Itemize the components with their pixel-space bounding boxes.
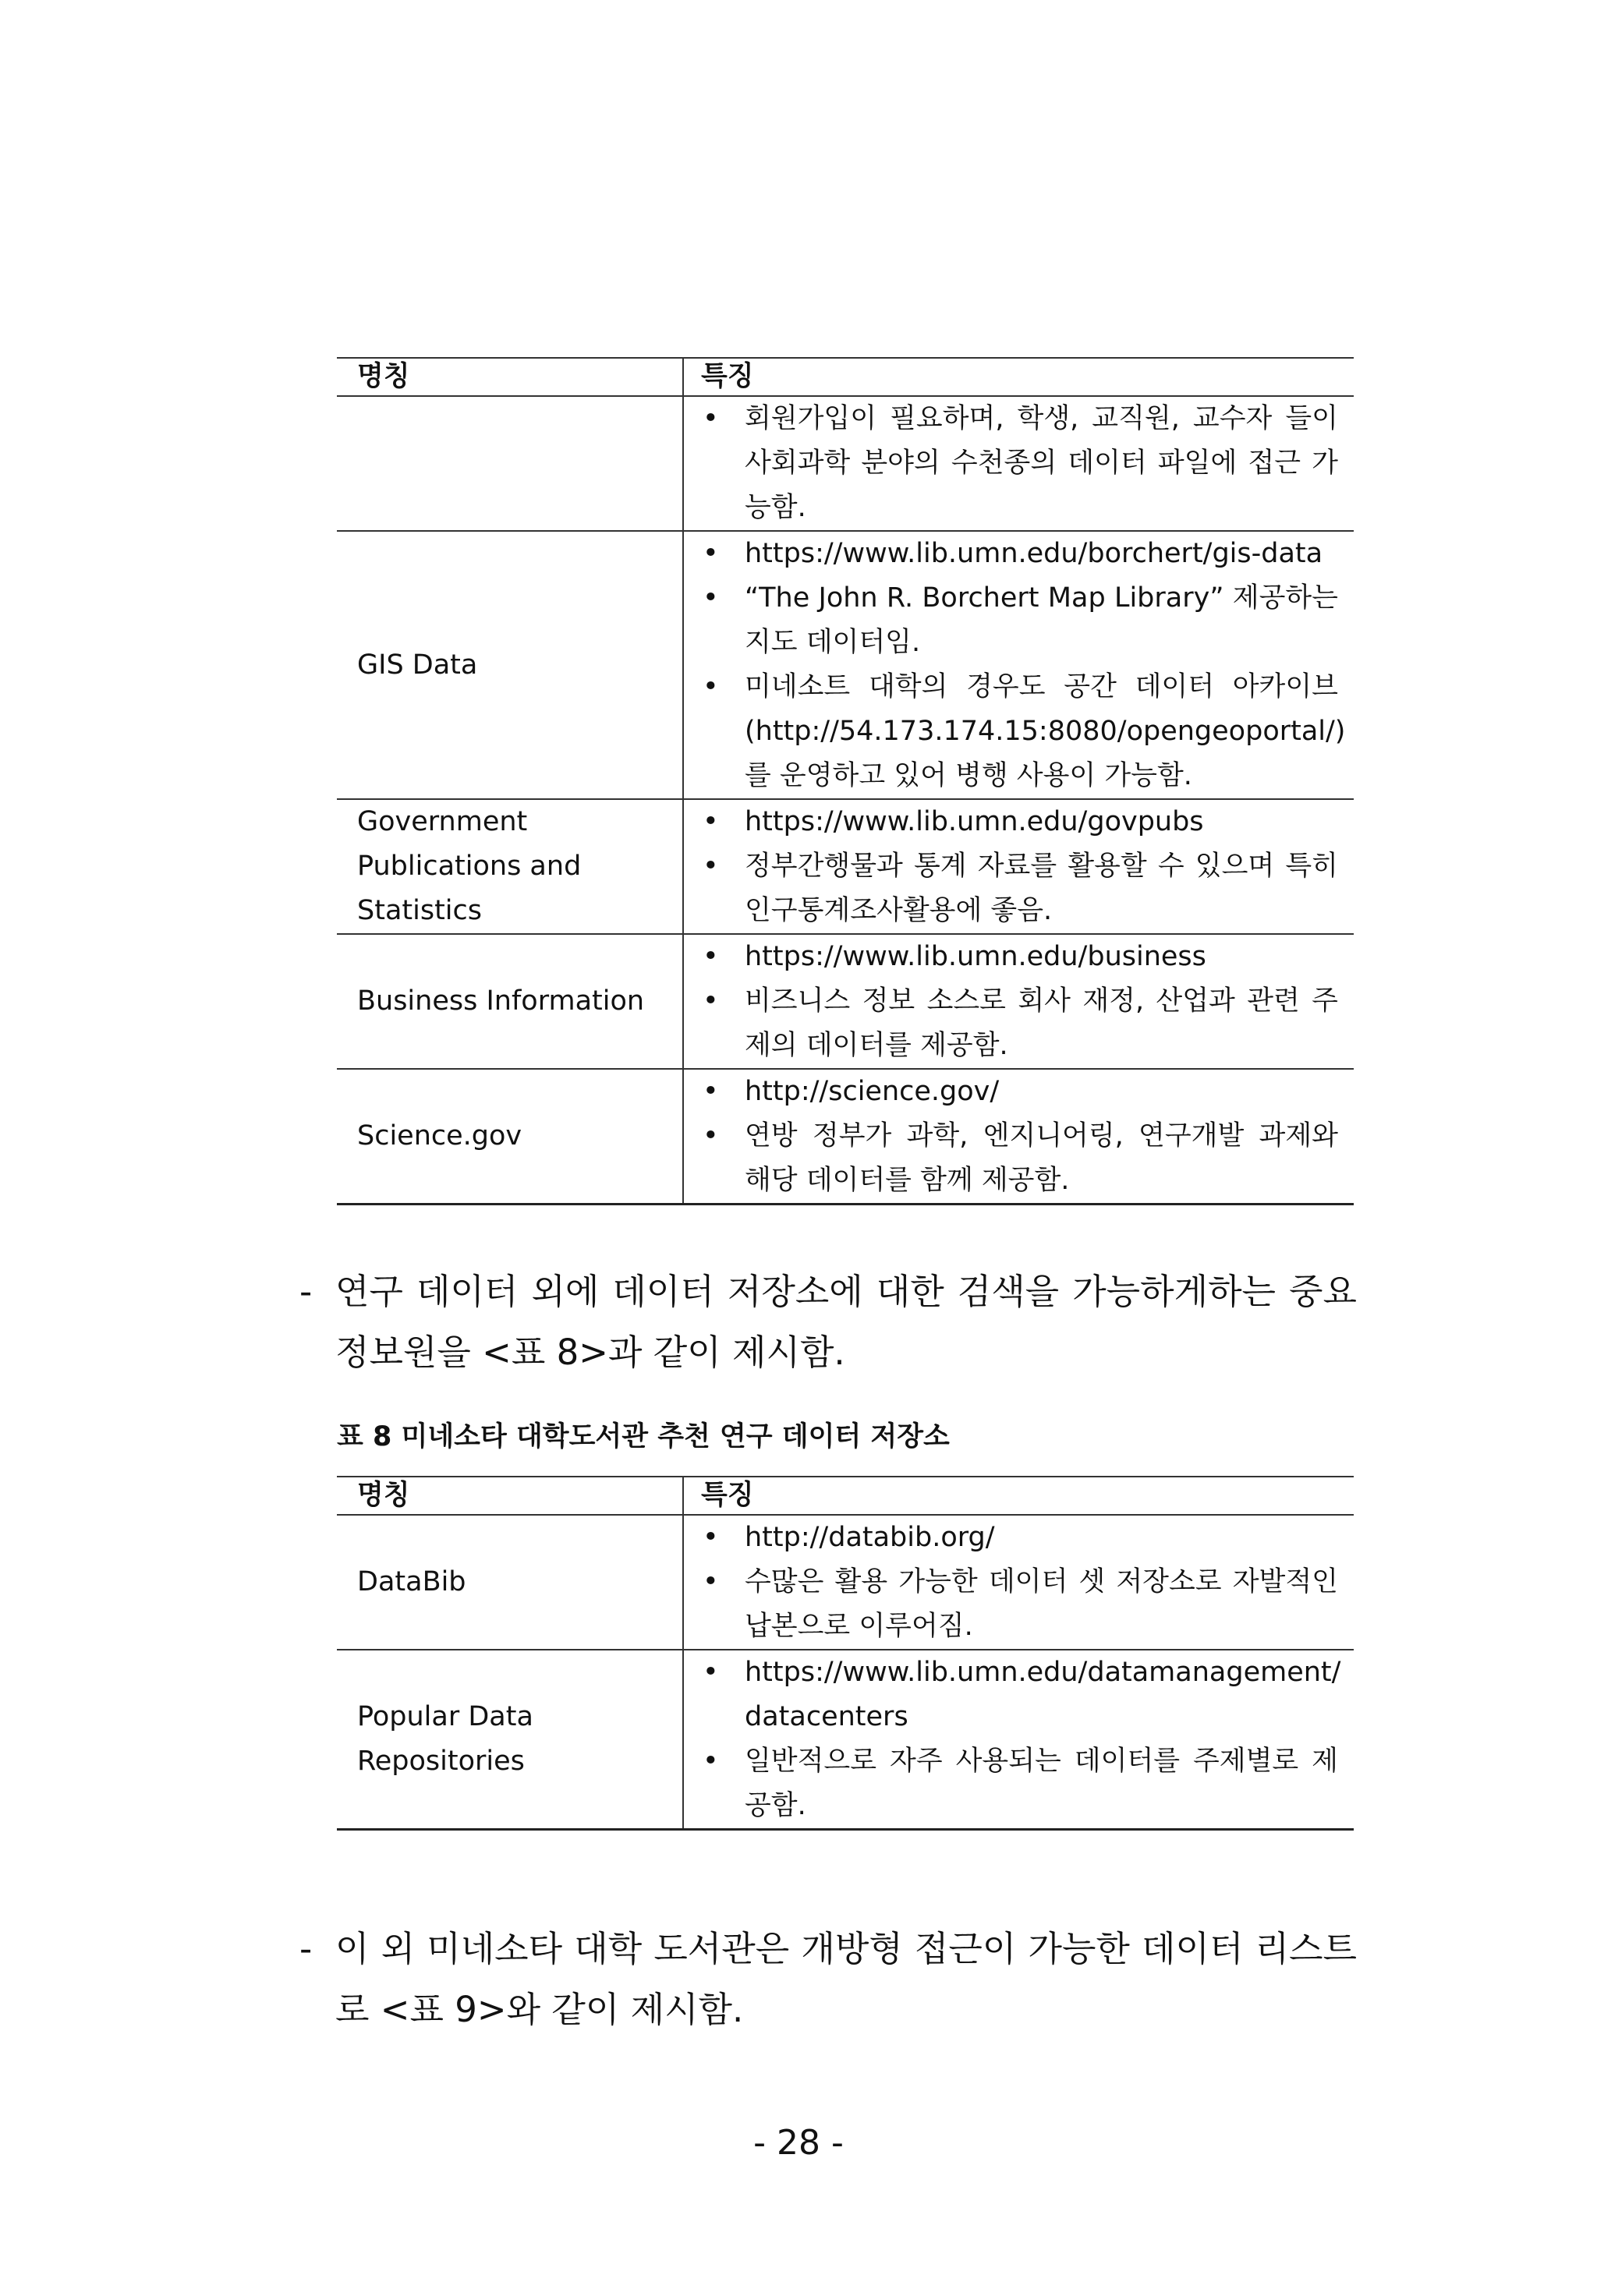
table-caption: 표 8 미네소타 대학도서관 추천 연구 데이터 저장소	[337, 1421, 950, 1452]
header-features: 특징	[683, 358, 1354, 396]
table-row	[337, 934, 1354, 1069]
row-name: GIS Data	[337, 531, 683, 799]
header-name: 명칭	[337, 1477, 683, 1515]
body-paragraph	[299, 1919, 1357, 2040]
table-row	[337, 1650, 1354, 1830]
table-row	[337, 1515, 1354, 1650]
bullet-icon: •	[703, 1566, 719, 1597]
paragraph-text: 연구 데이터 외에 데이터 저장소에 대한 검색을 가능하게하는 중요 정보원을 <표 8>과 같이 제시함.	[335, 1271, 1357, 1373]
feature-item: • “The John R. Borchert Map Library” 제공하는 지도 데이터임.	[703, 576, 1338, 665]
bullet-icon: •	[703, 985, 719, 1017]
header-features: 특징	[683, 1477, 1354, 1515]
feature-link[interactable]: • https://www.lib.umn.edu/govpubs	[703, 800, 1338, 844]
row-name: Science.gov	[337, 1069, 683, 1205]
bullet-icon: •	[703, 806, 719, 837]
body-paragraph	[299, 1261, 1357, 1383]
table-row	[337, 1069, 1354, 1205]
row-name: Popular Data Repositories	[337, 1650, 683, 1830]
feature-item: • 회원가입이 필요하며, 학생, 교직원, 교수자 들이 사회과학 분야의 수천종의 데이터 파일에 접근 가능함.	[703, 397, 1338, 530]
row-name: DataBib	[337, 1515, 683, 1650]
repository-table	[337, 1476, 1354, 1831]
feature-link[interactable]: • https://www.lib.umn.edu/business	[703, 935, 1338, 979]
bullet-icon: •	[703, 1522, 719, 1553]
table-row	[337, 531, 1354, 799]
bullet-icon: •	[703, 941, 719, 972]
table-header-row	[337, 1477, 1354, 1515]
row-name	[337, 396, 683, 531]
feature-item: • 미네소트 대학의 경우도 공간 데이터 아카이브 (http://54.173.174.15:8080/opengeoportal/)를 운영하고 있어 병행 사용이 가능함.	[703, 665, 1338, 798]
row-name: Government Publications and Statistics	[337, 799, 683, 934]
table-row	[337, 396, 1354, 531]
row-features	[683, 1515, 1354, 1650]
feature-link[interactable]: • https://www.lib.umn.edu/datamanagement/ datacenters	[703, 1650, 1338, 1739]
row-features	[683, 531, 1354, 799]
data-sources-table	[337, 357, 1354, 1205]
row-features	[683, 1650, 1354, 1830]
feature-link[interactable]: • http://science.gov/	[703, 1070, 1338, 1114]
feature-link[interactable]: • http://databib.org/	[703, 1516, 1338, 1560]
dash-marker: -	[299, 1928, 313, 1969]
page-number: - 28 -	[753, 2123, 844, 2163]
bullet-icon: •	[703, 538, 719, 569]
feature-item: • 정부간행물과 통계 자료를 활용할 수 있으며 특히 인구통계조사활용에 좋음.	[703, 844, 1338, 933]
table-header-row	[337, 358, 1354, 396]
bullet-icon: •	[703, 671, 719, 702]
bullet-icon: •	[703, 1120, 719, 1152]
bullet-icon: •	[703, 1076, 719, 1107]
bullet-icon: •	[703, 1746, 719, 1777]
row-features	[683, 934, 1354, 1069]
dash-marker: -	[299, 1271, 313, 1312]
bullet-icon: •	[703, 582, 719, 614]
feature-item: • 수많은 활용 가능한 데이터 셋 저장소로 자발적인 납본으로 이루어짐.	[703, 1560, 1338, 1649]
row-features	[683, 1069, 1354, 1205]
row-features	[683, 396, 1354, 531]
bullet-icon: •	[703, 851, 719, 882]
paragraph-text: 이 외 미네소타 대학 도서관은 개방형 접근이 가능한 데이터 리스트로 <표 9>와 같이 제시함.	[335, 1928, 1357, 2030]
feature-item: • 일반적으로 자주 사용되는 데이터를 주제별로 제공함.	[703, 1739, 1338, 1828]
feature-item: • 연방 정부가 과학, 엔지니어링, 연구개발 과제와 해당 데이터를 함께 제공함.	[703, 1114, 1338, 1203]
row-features	[683, 799, 1354, 934]
header-name: 명칭	[337, 358, 683, 396]
feature-item: • 비즈니스 정보 소스로 회사 재정, 산업과 관련 주제의 데이터를 제공함.	[703, 979, 1338, 1068]
bullet-icon: •	[703, 1657, 719, 1688]
table-row	[337, 799, 1354, 934]
bullet-icon: •	[703, 403, 719, 434]
row-name: Business Information	[337, 934, 683, 1069]
feature-link[interactable]: • https://www.lib.umn.edu/borchert/gis-data	[703, 532, 1338, 576]
